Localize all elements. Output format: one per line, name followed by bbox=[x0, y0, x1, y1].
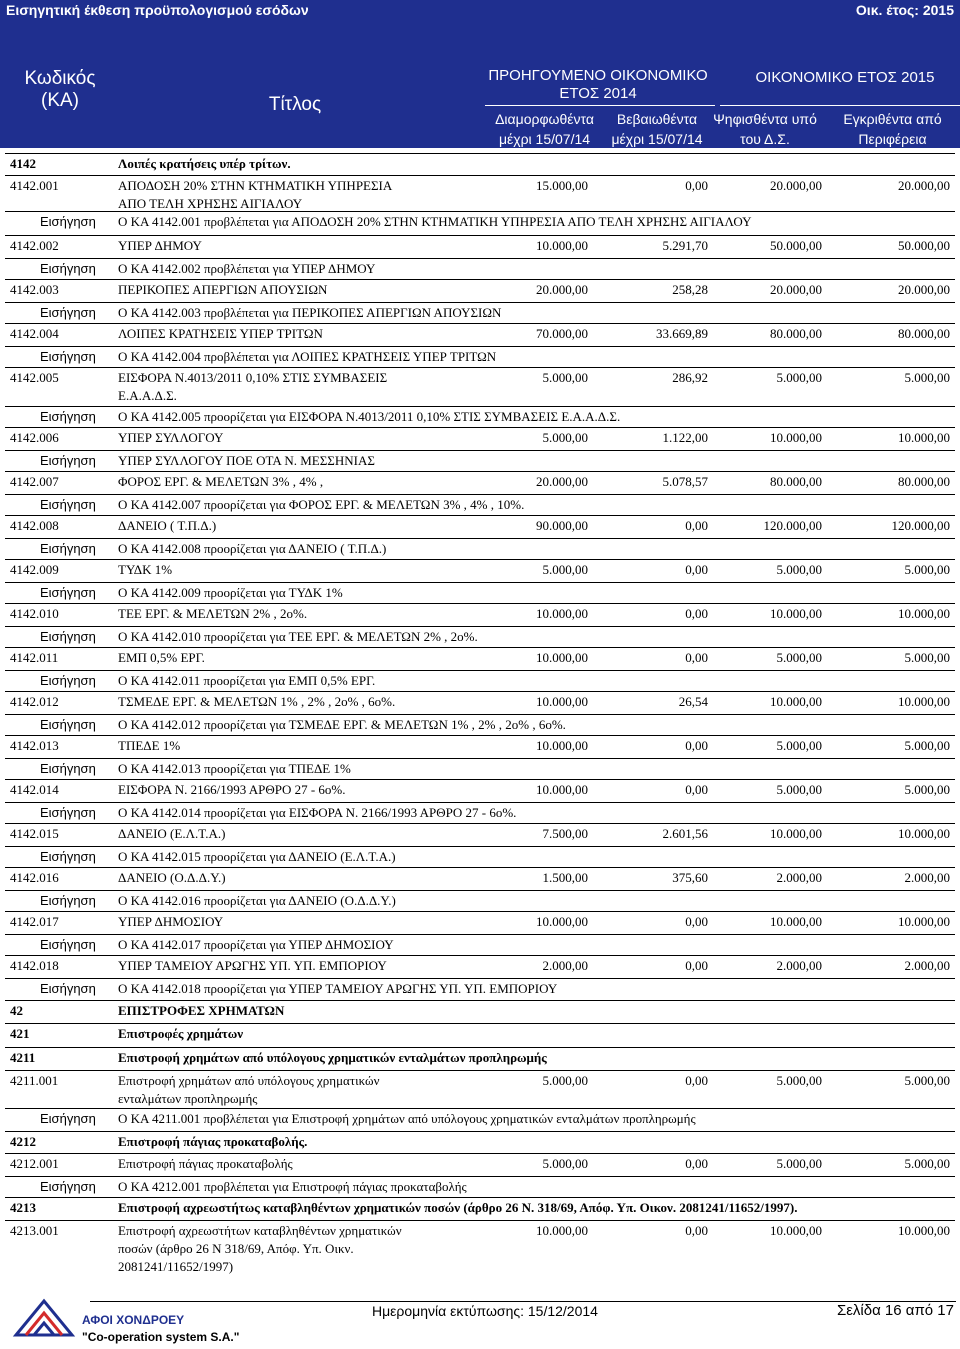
value-1: 10.000,00 bbox=[536, 694, 588, 709]
item-title-cont: ενταλμάτων προπληρωμής bbox=[118, 1091, 258, 1106]
item-code: 4213.001 bbox=[10, 1223, 59, 1238]
value-2: 5.291,70 bbox=[662, 238, 708, 253]
row-divider bbox=[5, 559, 955, 560]
note-label: Εισήγηση bbox=[40, 937, 96, 952]
value-4: 20.000,00 bbox=[898, 282, 950, 297]
note-label: Εισήγηση bbox=[40, 893, 96, 908]
row-divider bbox=[5, 934, 955, 935]
item-code: 4142.003 bbox=[10, 282, 59, 297]
value-4: 20.000,00 bbox=[898, 178, 950, 193]
header-title: Τίτλος bbox=[268, 94, 322, 115]
row-divider bbox=[5, 258, 955, 259]
row-divider bbox=[5, 955, 955, 956]
row-divider bbox=[5, 582, 955, 583]
row-divider bbox=[5, 867, 955, 868]
row-divider bbox=[5, 758, 955, 759]
note-label: Εισήγηση bbox=[40, 261, 96, 276]
value-2: 33.669,89 bbox=[656, 326, 708, 341]
value-2: 286,92 bbox=[672, 370, 708, 385]
value-1: 5.000,00 bbox=[542, 562, 588, 577]
header-col2: Βεβαιωθέντα μέχρι 15/07/14 bbox=[611, 111, 703, 147]
print-date: Ημερομηνία εκτύπωσης: 15/12/2014 bbox=[372, 1303, 598, 1319]
value-3: 5.000,00 bbox=[776, 370, 822, 385]
item-code: 4142.017 bbox=[10, 914, 59, 929]
group-title: Επιστροφή πάγιας προκαταβολής. bbox=[118, 1134, 308, 1149]
item-title: ΔΑΝΕΙΟ (Ε.Λ.Τ.Α.) bbox=[118, 826, 226, 841]
value-4: 10.000,00 bbox=[898, 694, 950, 709]
value-4: 2.000,00 bbox=[904, 958, 950, 973]
group-title: Επιστροφή χρημάτων από υπόλογους χρηματικών ενταλμάτων προπληρωμής bbox=[118, 1050, 547, 1065]
item-code: 4142.018 bbox=[10, 958, 59, 973]
value-3: 80.000,00 bbox=[770, 474, 822, 489]
row-divider bbox=[5, 626, 955, 627]
value-1: 10.000,00 bbox=[536, 914, 588, 929]
value-3: 5.000,00 bbox=[776, 650, 822, 665]
item-title: ΠΕΡΙΚΟΠΕΣ ΑΠΕΡΓΙΩΝ ΑΠΟΥΣΙΩΝ bbox=[118, 282, 328, 297]
row-divider bbox=[5, 346, 955, 347]
note-label: Εισήγηση bbox=[40, 849, 96, 864]
row-divider bbox=[5, 211, 955, 212]
value-2: 1.122,00 bbox=[662, 430, 708, 445]
value-4: 5.000,00 bbox=[904, 782, 950, 797]
row-divider bbox=[5, 735, 955, 736]
value-2: 375,60 bbox=[672, 870, 708, 885]
group-code: 4142 bbox=[10, 156, 36, 171]
footer-company: ΑΦΟΙ ΧΟΝΔΡΟΕΥ bbox=[82, 1313, 185, 1327]
value-1: 90.000,00 bbox=[536, 518, 588, 533]
group-title: ΕΠΙΣΤΡΟΦΕΣ ΧΡΗΜΑΤΩΝ bbox=[118, 1003, 285, 1018]
row-divider bbox=[5, 647, 955, 648]
value-4: 10.000,00 bbox=[898, 430, 950, 445]
note-label: Εισήγηση bbox=[40, 453, 96, 468]
value-1: 5.000,00 bbox=[542, 1156, 588, 1171]
note-text: Ο ΚΑ 4142.009 προορίζεται για ΤΥΔΚ 1% bbox=[118, 585, 343, 600]
item-title: ΤΣΜΕΔΕ ΕΡΓ. & ΜΕΛΕΤΩΝ 1% , 2% , 2ο% , 6ο%. bbox=[118, 694, 396, 709]
note-label: Εισήγηση bbox=[40, 981, 96, 996]
value-4: 5.000,00 bbox=[904, 650, 950, 665]
item-title: ΥΠΕΡ ΤΑΜΕΙΟΥ ΑΡΩΓΗΣ ΥΠ. ΥΠ. ΕΜΠΟΡΙΟΥ bbox=[118, 958, 387, 973]
value-2: 0,00 bbox=[685, 518, 708, 533]
note-text: Ο ΚΑ 4142.018 προορίζεται για ΥΠΕΡ ΤΑΜΕΙΟΥ ΑΡΩΓΗΣ ΥΠ. ΥΠ. ΕΜΠΟΡΙΟΥ bbox=[118, 981, 558, 996]
note-text: Ο ΚΑ 4142.015 προορίζεται για ΔΑΝΕΙΟ (Ε.Λ.Τ.Α.) bbox=[118, 849, 396, 864]
row-divider bbox=[5, 779, 955, 780]
item-code: 4142.005 bbox=[10, 370, 59, 385]
value-3: 10.000,00 bbox=[770, 1223, 822, 1238]
item-title: ΑΠΟΔΟΣΗ 20% ΣΤΗΝ ΚΤΗΜΑΤΙΚΗ ΥΠΗΡΕΣΙΑ bbox=[118, 178, 393, 193]
row-divider bbox=[5, 1197, 955, 1198]
group-title: Επιστροφή αχρεωστήτως καταβληθέντων χρηματικών ποσών (άρθρο 26 Ν. 318/69, Απόφ. Υπ. Οικον. 2081241/11652/1997). bbox=[118, 1200, 798, 1215]
value-3: 5.000,00 bbox=[776, 738, 822, 753]
value-1: 70.000,00 bbox=[536, 326, 588, 341]
row-divider bbox=[5, 911, 955, 912]
value-4: 5.000,00 bbox=[904, 738, 950, 753]
item-code: 4142.010 bbox=[10, 606, 59, 621]
value-4: 5.000,00 bbox=[904, 562, 950, 577]
value-1: 10.000,00 bbox=[536, 782, 588, 797]
note-text: Ο ΚΑ 4142.004 προβλέπεται για ΛΟΙΠΕΣ ΚΡΑΤΗΣΕΙΣ ΥΠΕΡ ΤΡΙΤΩΝ bbox=[118, 349, 497, 364]
note-label: Εισήγηση bbox=[40, 761, 96, 776]
value-1: 10.000,00 bbox=[536, 238, 588, 253]
item-title: Επιστροφή πάγιας προκαταβολής bbox=[118, 1156, 293, 1171]
fiscal-year: Οικ. έτος: 2015 bbox=[855, 2, 954, 18]
item-title: Επιστροφή αχρεωστήτων καταβληθέντων χρηματικών bbox=[118, 1223, 402, 1238]
item-code: 4142.011 bbox=[10, 650, 59, 665]
note-text: Ο ΚΑ 4142.008 προορίζεται για ΔΑΝΕΙΟ ( Τ.Π.Δ.) bbox=[118, 541, 387, 556]
item-title: ΔΑΝΕΙΟ (Ο.Δ.Δ.Υ.) bbox=[118, 870, 226, 885]
item-code: 4211.001 bbox=[10, 1073, 59, 1088]
item-code: 4142.016 bbox=[10, 870, 59, 885]
footer-system: "Co-operation system S.A." bbox=[82, 1330, 240, 1344]
item-title: ΛΟΙΠΕΣ ΚΡΑΤΗΣΕΙΣ ΥΠΕΡ ΤΡΙΤΩΝ bbox=[118, 326, 323, 341]
row-divider bbox=[5, 471, 955, 472]
value-2: 26,54 bbox=[678, 694, 708, 709]
note-text: Ο ΚΑ 4142.005 προορίζεται για ΕΙΣΦΟΡΑ Ν.4013/2011 0,10% ΣΤΙΣ ΣΥΜΒΑΣΕΙΣ Ε.Α.Α.Δ.Σ. bbox=[118, 409, 621, 424]
note-label: Εισήγηση bbox=[40, 717, 96, 732]
value-3: 20.000,00 bbox=[770, 282, 822, 297]
row-divider bbox=[5, 1000, 955, 1001]
value-3: 80.000,00 bbox=[770, 326, 822, 341]
value-3: 2.000,00 bbox=[776, 958, 822, 973]
value-4: 80.000,00 bbox=[898, 474, 950, 489]
value-4: 5.000,00 bbox=[904, 370, 950, 385]
note-text: Ο ΚΑ 4142.013 προορίζεται για ΤΠΕΔΕ 1% bbox=[118, 761, 351, 776]
value-2: 0,00 bbox=[685, 1156, 708, 1171]
row-divider bbox=[5, 978, 955, 979]
note-label: Εισήγηση bbox=[40, 585, 96, 600]
value-3: 10.000,00 bbox=[770, 694, 822, 709]
note-text: Ο ΚΑ 4142.014 προορίζεται για ΕΙΣΦΟΡΑ Ν. 2166/1993 ΑΡΘΡΟ 27 - 6ο%. bbox=[118, 805, 517, 820]
note-label: Εισήγηση bbox=[40, 305, 96, 320]
value-4: 80.000,00 bbox=[898, 326, 950, 341]
note-text: Ο ΚΑ 4142.002 προβλέπεται για ΥΠΕΡ ΔΗΜΟΥ bbox=[118, 261, 376, 276]
value-4: 2.000,00 bbox=[904, 870, 950, 885]
item-code: 4142.001 bbox=[10, 178, 59, 193]
value-2: 5.078,57 bbox=[662, 474, 708, 489]
note-text: Ο ΚΑ 4142.017 προορίζεται για ΥΠΕΡ ΔΗΜΟΣΙΟΥ bbox=[118, 937, 394, 952]
row-divider bbox=[5, 890, 955, 891]
row-divider bbox=[5, 846, 955, 847]
value-2: 0,00 bbox=[685, 914, 708, 929]
value-1: 5.000,00 bbox=[542, 370, 588, 385]
value-3: 10.000,00 bbox=[770, 826, 822, 841]
item-title-cont: ποσών (άρθρο 26 Ν 318/69, Απόφ. Υπ. Οικν. bbox=[118, 1241, 354, 1256]
row-divider bbox=[5, 802, 955, 803]
item-code: 4142.012 bbox=[10, 694, 59, 709]
note-text: Ο ΚΑ 4142.012 προορίζεται για ΤΣΜΕΔΕ ΕΡΓ. & ΜΕΛΕΤΩΝ 1% , 2% , 2ο% , 6ο%. bbox=[118, 717, 566, 732]
item-title-cont: ΑΠΟ ΤΕΛΗ ΧΡΗΣΗΣ ΑΙΓΙΑΛΟΥ bbox=[118, 196, 303, 211]
note-label: Εισήγηση bbox=[40, 629, 96, 644]
item-title: Επιστροφή χρημάτων από υπόλογους χρηματικών bbox=[118, 1073, 380, 1088]
value-4: 10.000,00 bbox=[898, 914, 950, 929]
row-divider bbox=[5, 153, 955, 154]
header-divider bbox=[720, 105, 960, 106]
page-number: Σελίδα 16 από 17 bbox=[836, 1302, 954, 1319]
note-label: Εισήγηση bbox=[40, 497, 96, 512]
value-3: 5.000,00 bbox=[776, 1073, 822, 1088]
header-code: Κωδικός (ΚΑ) bbox=[24, 68, 96, 111]
row-divider bbox=[5, 235, 955, 236]
value-3: 120.000,00 bbox=[763, 518, 822, 533]
value-3: 2.000,00 bbox=[776, 870, 822, 885]
note-label: Εισήγηση bbox=[40, 349, 96, 364]
value-2: 0,00 bbox=[685, 782, 708, 797]
item-title: ΥΠΕΡ ΔΗΜΟΣΙΟΥ bbox=[118, 914, 224, 929]
value-4: 5.000,00 bbox=[904, 1156, 950, 1171]
row-divider bbox=[5, 1047, 955, 1048]
group-code: 421 bbox=[10, 1026, 30, 1041]
value-1: 10.000,00 bbox=[536, 738, 588, 753]
row-divider bbox=[5, 1108, 955, 1109]
item-code: 4142.013 bbox=[10, 738, 59, 753]
value-1: 7.500,00 bbox=[542, 826, 588, 841]
value-1: 10.000,00 bbox=[536, 650, 588, 665]
row-divider bbox=[5, 1176, 955, 1177]
value-4: 5.000,00 bbox=[904, 1073, 950, 1088]
row-divider bbox=[5, 1220, 955, 1221]
header-col4: Εγκριθέντα από Περιφέρεια bbox=[843, 111, 942, 147]
value-1: 10.000,00 bbox=[536, 606, 588, 621]
value-1: 15.000,00 bbox=[536, 178, 588, 193]
item-title: ΥΠΕΡ ΔΗΜΟΥ bbox=[118, 238, 202, 253]
row-divider bbox=[5, 1023, 955, 1024]
table-header bbox=[0, 21, 960, 148]
row-divider bbox=[5, 1070, 955, 1071]
value-4: 10.000,00 bbox=[898, 1223, 950, 1238]
note-text: ΥΠΕΡ ΣΥΛΛΟΓΟΥ ΠΟΕ ΟΤΑ Ν. ΜΕΣΣΗΝΙΑΣ bbox=[118, 453, 375, 468]
item-code: 4142.015 bbox=[10, 826, 59, 841]
item-title: ΕΙΣΦΟΡΑ Ν.4013/2011 0,10% ΣΤΙΣ ΣΥΜΒΑΣΕΙΣ bbox=[118, 370, 388, 385]
value-1: 5.000,00 bbox=[542, 1073, 588, 1088]
value-3: 20.000,00 bbox=[770, 178, 822, 193]
value-3: 50.000,00 bbox=[770, 238, 822, 253]
row-divider bbox=[5, 714, 955, 715]
note-label: Εισήγηση bbox=[40, 1179, 96, 1194]
note-label: Εισήγηση bbox=[40, 805, 96, 820]
item-title-cont: Ε.Α.Α.Δ.Σ. bbox=[118, 388, 177, 403]
row-divider bbox=[5, 691, 955, 692]
note-label: Εισήγηση bbox=[40, 541, 96, 556]
item-title: ΤΕΕ ΕΡΓ. & ΜΕΛΕΤΩΝ 2% , 2ο%. bbox=[118, 606, 308, 621]
item-code: 4142.004 bbox=[10, 326, 59, 341]
row-divider bbox=[5, 175, 955, 176]
group-title: Επιστροφές χρημάτων bbox=[118, 1026, 244, 1041]
value-1: 1.500,00 bbox=[542, 870, 588, 885]
item-code: 4142.006 bbox=[10, 430, 59, 445]
group-code: 4212 bbox=[10, 1134, 36, 1149]
value-4: 50.000,00 bbox=[898, 238, 950, 253]
value-3: 5.000,00 bbox=[776, 1156, 822, 1171]
group-code: 4213 bbox=[10, 1200, 36, 1215]
note-text: Ο ΚΑ 4142.007 προορίζεται για ΦΟΡΟΣ ΕΡΓ. & ΜΕΛΕΤΩΝ 3% , 4% , 10%. bbox=[118, 497, 525, 512]
item-code: 4212.001 bbox=[10, 1156, 59, 1171]
item-title: ΕΜΠ 0,5% ΕΡΓ. bbox=[118, 650, 205, 665]
footer-divider bbox=[90, 1301, 956, 1302]
item-title: ΕΙΣΦΟΡΑ Ν. 2166/1993 ΑΡΘΡΟ 27 - 6ο%. bbox=[118, 782, 346, 797]
item-title: ΦΟΡΟΣ ΕΡΓ. & ΜΕΛΕΤΩΝ 3% , 4% , bbox=[118, 474, 324, 489]
value-4: 10.000,00 bbox=[898, 606, 950, 621]
note-text: Ο ΚΑ 4142.010 προορίζεται για ΤΕΕ ΕΡΓ. & ΜΕΛΕΤΩΝ 2% , 2ο%. bbox=[118, 629, 478, 644]
value-1: 20.000,00 bbox=[536, 474, 588, 489]
note-text: Ο ΚΑ 4142.003 προβλέπεται για ΠΕΡΙΚΟΠΕΣ ΑΠΕΡΓΙΩΝ ΑΠΟΥΣΙΩΝ bbox=[118, 305, 502, 320]
value-2: 258,28 bbox=[672, 282, 708, 297]
row-divider bbox=[5, 538, 955, 539]
row-divider bbox=[5, 367, 955, 368]
note-text: Ο ΚΑ 4142.001 προβλέπεται για ΑΠΟΔΟΣΗ 20% ΣΤΗΝ ΚΤΗΜΑΤΙΚΗ ΥΠΗΡΕΣΙΑ ΑΠΟ ΤΕΛΗ ΧΡΗΣΗΣ ΑΙΓΙΑΛΟΥ bbox=[118, 214, 752, 229]
note-text: Ο ΚΑ 4212.001 προβλέπεται για Επιστροφή πάγιας προκαταβολής bbox=[118, 1179, 467, 1194]
row-divider bbox=[5, 406, 955, 407]
header-previous-year: ΠΡΟΗΓΟΥΜΕΝΟ ΟΙΚΟΝΟΜΙΚΟ ΕΤΟΣ 2014 bbox=[488, 67, 708, 102]
value-2: 0,00 bbox=[685, 650, 708, 665]
row-divider bbox=[5, 302, 955, 303]
row-divider bbox=[5, 279, 955, 280]
value-4: 10.000,00 bbox=[898, 826, 950, 841]
group-title: Λοιπές κρατήσεις υπέρ τρίτων. bbox=[118, 156, 291, 171]
header-divider bbox=[485, 105, 715, 106]
value-2: 0,00 bbox=[685, 738, 708, 753]
row-divider bbox=[5, 1153, 955, 1154]
row-divider bbox=[5, 823, 955, 824]
item-title-cont: 2081241/11652/1997) bbox=[118, 1259, 234, 1274]
report-title: Εισηγητική έκθεση προϋπολογισμού εσόδων bbox=[6, 2, 309, 18]
row-divider bbox=[5, 450, 955, 451]
value-2: 0,00 bbox=[685, 178, 708, 193]
item-title: ΥΠΕΡ ΣΥΛΛΟΓΟΥ bbox=[118, 430, 224, 445]
value-1: 20.000,00 bbox=[536, 282, 588, 297]
value-1: 2.000,00 bbox=[542, 958, 588, 973]
item-code: 4142.009 bbox=[10, 562, 59, 577]
value-3: 10.000,00 bbox=[770, 606, 822, 621]
note-text: Ο ΚΑ 4142.011 προορίζεται για ΕΜΠ 0,5% ΕΡΓ. bbox=[118, 673, 376, 688]
note-text: Ο ΚΑ 4211.001 προβλέπεται για Επιστροφή χρημάτων από υπόλογους χρηματικών ενταλμάτων προπληρωμής bbox=[118, 1111, 696, 1126]
value-3: 5.000,00 bbox=[776, 562, 822, 577]
header-col3: Ψηφισθέντα υπό του Δ.Σ. bbox=[713, 111, 817, 147]
value-3: 5.000,00 bbox=[776, 782, 822, 797]
row-divider bbox=[5, 427, 955, 428]
note-label: Εισήγηση bbox=[40, 409, 96, 424]
row-divider bbox=[5, 494, 955, 495]
item-title: ΤΠΕΔΕ 1% bbox=[118, 738, 181, 753]
note-label: Εισήγηση bbox=[40, 214, 96, 229]
item-code: 4142.014 bbox=[10, 782, 59, 797]
value-2: 0,00 bbox=[685, 958, 708, 973]
value-1: 5.000,00 bbox=[542, 430, 588, 445]
value-2: 2.601,56 bbox=[662, 826, 708, 841]
value-2: 0,00 bbox=[685, 562, 708, 577]
group-code: 42 bbox=[10, 1003, 23, 1018]
top-bar bbox=[0, 0, 960, 21]
value-3: 10.000,00 bbox=[770, 430, 822, 445]
row-divider bbox=[5, 670, 955, 671]
header-current-year: ΟΙΚΟΝΟΜΙΚΟ ΕΤΟΣ 2015 bbox=[755, 69, 935, 86]
header-col1: Διαμορφωθέντα μέχρι 15/07/14 bbox=[495, 111, 594, 147]
row-divider bbox=[5, 323, 955, 324]
value-1: 10.000,00 bbox=[536, 1223, 588, 1238]
row-divider bbox=[5, 515, 955, 516]
note-label: Εισήγηση bbox=[40, 673, 96, 688]
item-code: 4142.002 bbox=[10, 238, 59, 253]
item-title: ΔΑΝΕΙΟ ( Τ.Π.Δ.) bbox=[118, 518, 217, 533]
value-2: 0,00 bbox=[685, 1073, 708, 1088]
value-2: 0,00 bbox=[685, 1223, 708, 1238]
value-4: 120.000,00 bbox=[891, 518, 950, 533]
item-code: 4142.008 bbox=[10, 518, 59, 533]
company-logo bbox=[4, 1295, 84, 1341]
note-label: Εισήγηση bbox=[40, 1111, 96, 1126]
item-code: 4142.007 bbox=[10, 474, 59, 489]
value-3: 10.000,00 bbox=[770, 914, 822, 929]
row-divider bbox=[5, 603, 955, 604]
value-2: 0,00 bbox=[685, 606, 708, 621]
row-divider bbox=[5, 1131, 955, 1132]
group-code: 4211 bbox=[10, 1050, 36, 1065]
note-text: Ο ΚΑ 4142.016 προορίζεται για ΔΑΝΕΙΟ (Ο.Δ.Δ.Υ.) bbox=[118, 893, 396, 908]
item-title: ΤΥΔΚ 1% bbox=[118, 562, 173, 577]
